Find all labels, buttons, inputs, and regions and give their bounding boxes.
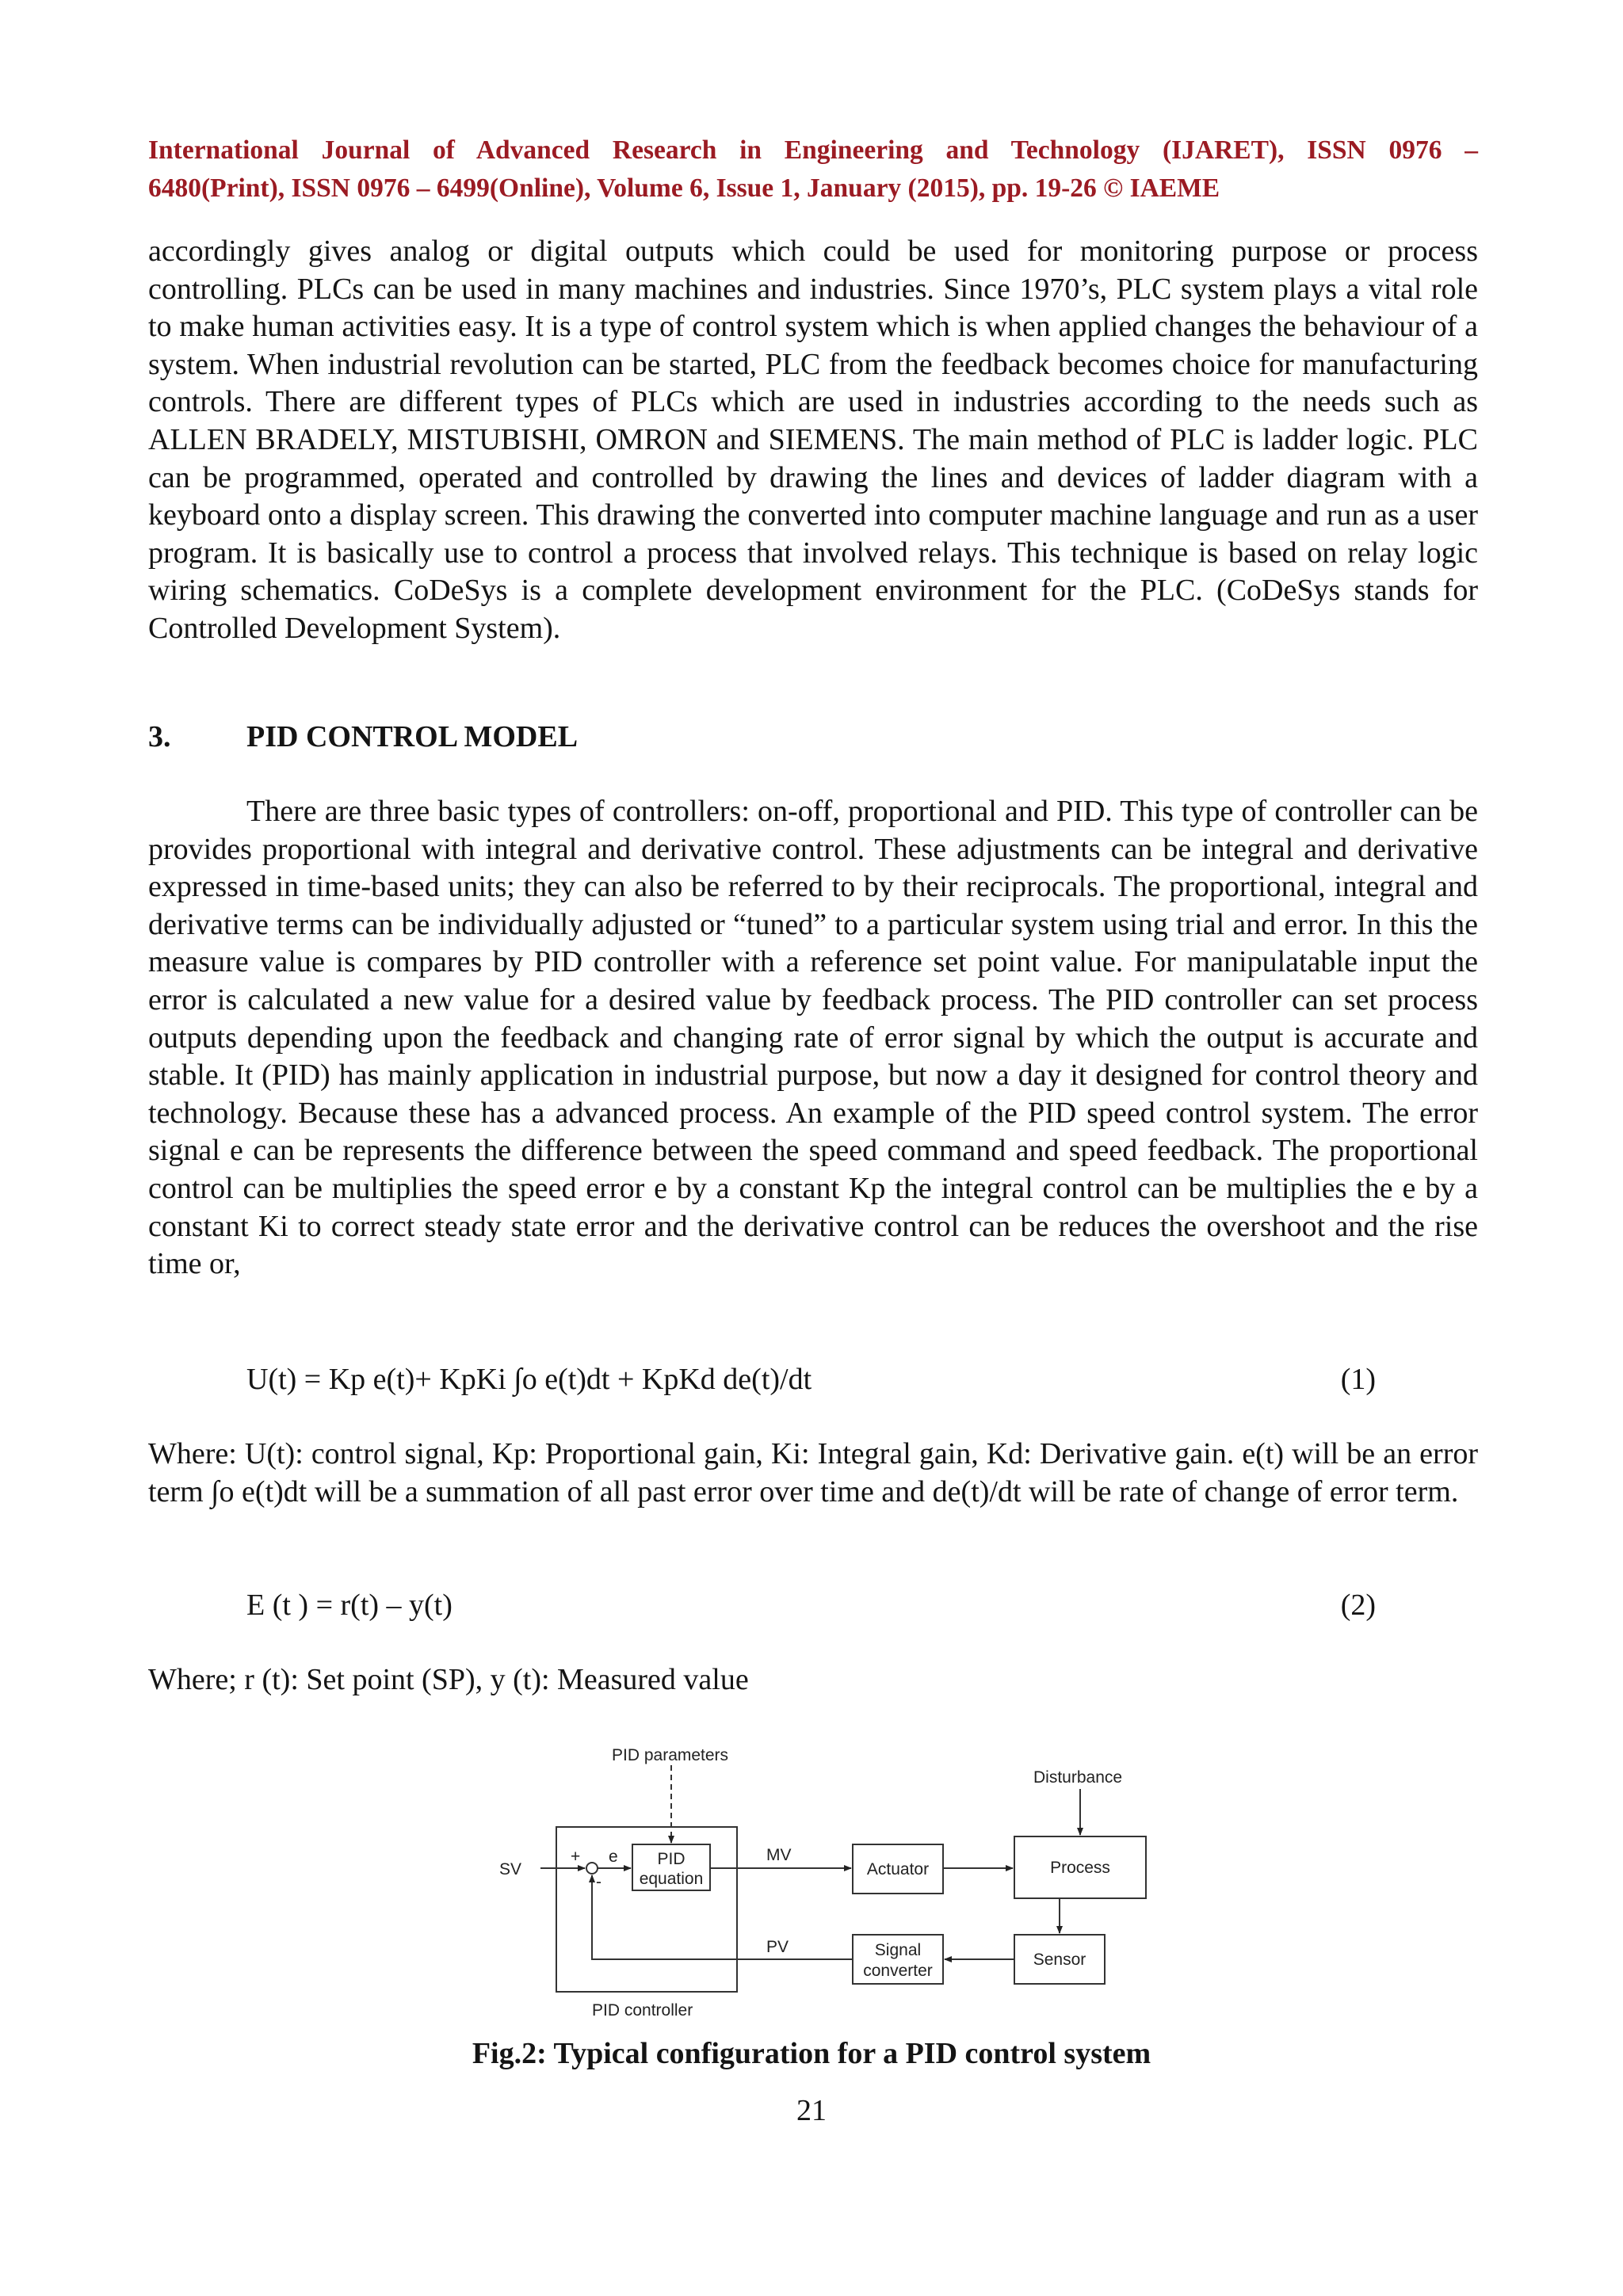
intro-paragraph: accordingly gives analog or digital outputs which could be used for monitoring purpose or process controlling. PLCs can be used in many machines and industries. Since 1970’s, PLC system plays a vital role to make human activities easy. It is a type of control system which is when applied changes the behaviour of a system. When industrial revolution can be started, PLC from the feedback becomes choice for manufacturing controls. There are different types of PLCs which are used in industries according to the needs such as ALLEN BRADELY, MISTUBISHI, OMRON and SIEMENS. The main method of PLC is ladder logic. PLC can be programmed, operated and controlled by drawing the lines and devices of ladder diagram with a keyboard onto a display screen. This drawing the converted into computer machine language and run as a user program. It is basically use to control a process that involved relays. This technique is based on relay logic wiring schematics. CoDeSys is a complete development environment for the PLC. (CoDeSys stands for Controlled Development System). bbox=[148, 235, 1478, 645]
signal-converter-label-1: Signal bbox=[874, 1941, 922, 1959]
sensor-label: Sensor bbox=[1033, 1951, 1086, 1969]
header-line-2: 6480(Print), ISSN 0976 – 6499(Online), Volume 6, Issue 1, January (2015), pp. 19-26 © IAEME bbox=[148, 174, 1220, 203]
equation-1-number: (1) bbox=[1340, 1363, 1376, 1396]
pid-block-diagram bbox=[483, 1735, 1165, 2036]
pid-controller-label: PID controller bbox=[592, 2001, 693, 2019]
pid-parameters-label: PID parameters bbox=[612, 1746, 729, 1764]
error-label: e bbox=[609, 1848, 618, 1866]
section-heading bbox=[148, 718, 578, 756]
equation-2: E (t ) = r(t) – y(t) bbox=[246, 1589, 453, 1622]
equation-1: U(t) = Kp e(t)+ KpKi ∫o e(t)dt + KpKd de(t)/dt bbox=[246, 1363, 812, 1396]
equation-2-number: (2) bbox=[1340, 1589, 1376, 1622]
plus-label: + bbox=[571, 1848, 581, 1866]
section-number: 3. bbox=[148, 720, 171, 753]
pv-feedback-arrow bbox=[592, 1875, 853, 1959]
mv-label: MV bbox=[766, 1846, 792, 1864]
page-number: 21 bbox=[796, 2094, 827, 2127]
header-line-1: International Journal of Advanced Research in Engineering and Technology (IJARET), ISSN 0976 – bbox=[148, 135, 1478, 165]
disturbance-label: Disturbance bbox=[1033, 1768, 1123, 1787]
summing-junction bbox=[586, 1863, 598, 1874]
where-paragraph-1: Where: U(t): control signal, Kp: Proportional gain, Ki: Integral gain, Kd: Derivative gain. e(t) will be an error term ∫o e(t)dt will be a summation of all past error over time and de(t)/dt will be rate of change of error term. bbox=[148, 1437, 1478, 1508]
pid-paragraph: There are three basic types of controllers: on-off, proportional and PID. This type of controller can be provides proportional with integral and derivative control. These adjustments can be integral and derivative expressed in time-based units; they can also be referred to by their reciprocals. The proportional, integral and derivative terms can be individually adjusted or “tuned” to a particular system using trial and error. In this the measure value is compares by PID controller with a reference set point value. For manipulatable input the error is calculated a new value for a desired value by feedback process. The PID controller can set process outputs depending upon the feedback and changing rate of error signal by which the output is accurate and stable. It (PID) has mainly application in industrial purpose, but now a day it designed for control theory and technology. Because these has a advanced process. An example of the PID speed control system. The error signal e can be represents the difference between the speed command and speed feedback. The proportional control can be multiplies the speed error e by a constant Kp the integral control can be multiplies the e by a constant Ki to correct steady state error and the derivative control can be reduces the overshoot and the rise time or, bbox=[148, 795, 1478, 1281]
minus-label: - bbox=[596, 1873, 601, 1891]
pid-equation-label-1: PID bbox=[657, 1850, 685, 1868]
signal-converter-label-2: converter bbox=[863, 1962, 933, 1980]
pv-label: PV bbox=[766, 1938, 789, 1956]
journal-header bbox=[148, 132, 1478, 208]
process-label: Process bbox=[1050, 1859, 1110, 1877]
pid-equation-label-2: equation bbox=[639, 1870, 704, 1888]
actuator-label: Actuator bbox=[866, 1860, 930, 1878]
figure-caption: Fig.2: Typical configuration for a PID control system bbox=[472, 2037, 1151, 2070]
where-paragraph-2: Where; r (t): Set point (SP), y (t): Measured value bbox=[148, 1663, 749, 1696]
section-title: PID CONTROL MODEL bbox=[246, 720, 579, 753]
sv-label: SV bbox=[499, 1860, 522, 1878]
